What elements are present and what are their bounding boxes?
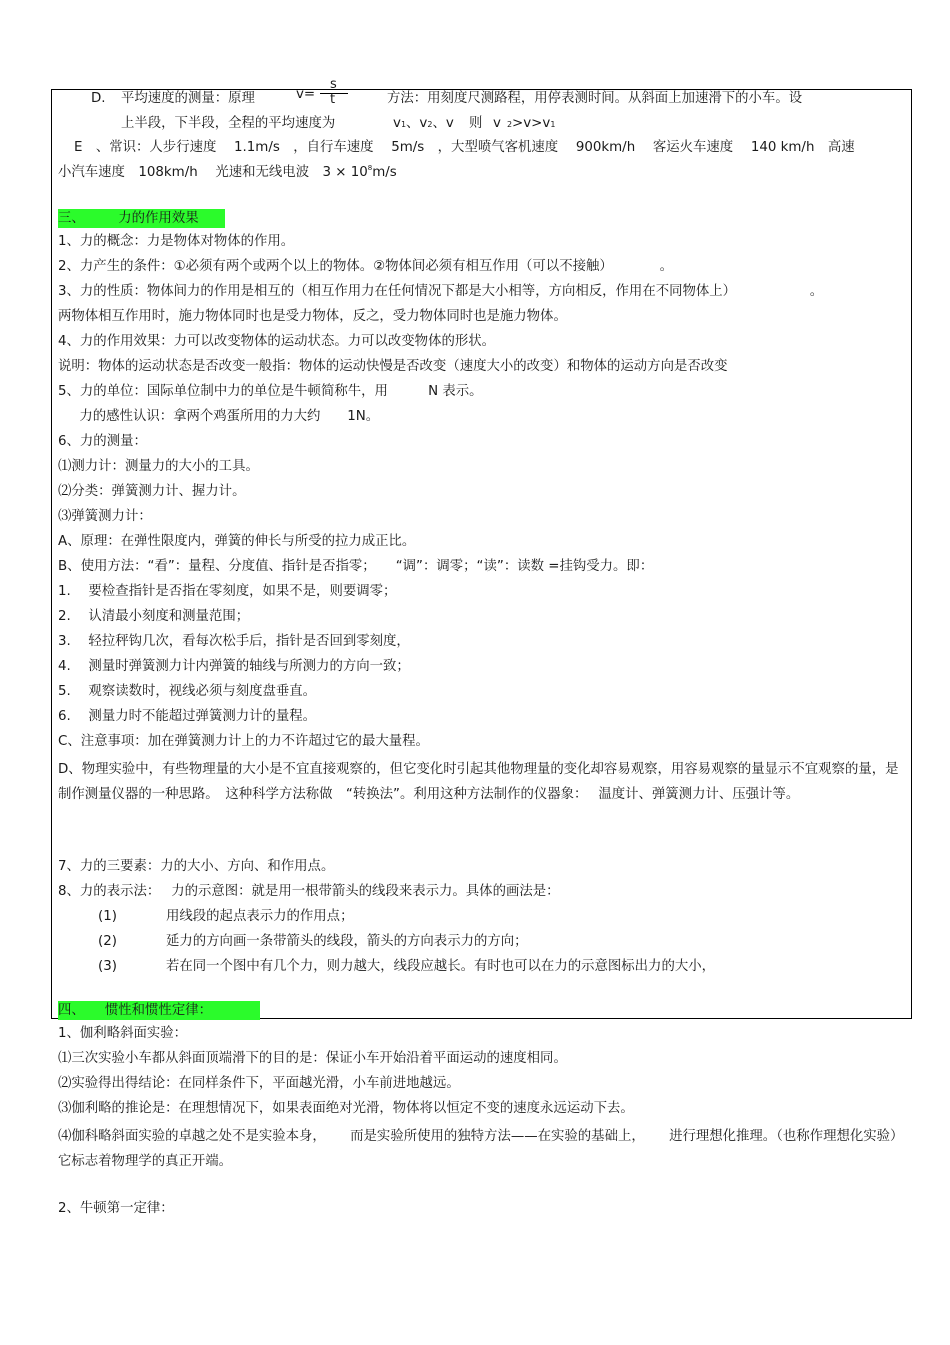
s3-line-14: B、使用方法：“看”：量程、分度值、指针是否指零； “调”：调零；“读”：读数 =挂钩受力。即：: [58, 559, 654, 574]
s3-line-7-three-elements: 7、力的三要素：力的大小、方向、和作用点。: [58, 859, 335, 874]
step-3-text: 若在同一个图中有几个力，则力越大，线段应越长。有时也可以在力的示意图标出力的大小，: [166, 959, 716, 974]
step-2-num: (2): [98, 934, 117, 949]
s4-line-newton: 2、牛顿第一定律：: [58, 1201, 174, 1216]
d-item-segments: 上半段，下半段，全程的平均速度为: [121, 116, 336, 131]
d-item-principle: 平均速度的测量：原理: [121, 91, 255, 106]
step-2-text: 延力的方向画一条带箭头的线段，箭头的方向表示力的方向；: [166, 934, 528, 949]
formula-denominator: t: [330, 92, 336, 107]
s3-line-16: 2. 认清最小刻度和测量范围；: [58, 609, 250, 624]
step-3-num: (3): [98, 959, 117, 974]
s4-paragraph-4: ⑷伽科略斜面实验的卓越之处不是实验本身， 而是实验所使用的独特方法——在实验的基础上， 进行理想化推理。（也称作理想化实验）它标志着物理学的真正开端。: [58, 1129, 904, 1169]
s3-line-7: 5、力的单位：国际单位制中力的单位是牛顿简称牛，用 N 表示。: [58, 384, 483, 399]
e-item-line1: E 、常识：人步行速度 1.1m/s ，自行车速度 5m/s ，大型喷气客机速度 900km/h 客运火车速度 140 km/h 高速: [74, 140, 855, 155]
section4-title: 四、 惯性和惯性定律：: [58, 1003, 212, 1018]
d-item-label: D.: [91, 91, 106, 106]
s3-line-1: 1、力的概念：力是物体对物体的作用。: [58, 234, 295, 249]
d-item-relation: v 2>v>v1: [493, 116, 556, 131]
s3-line-8-representation: 8、力的表示法： 力的示意图：就是用一根带箭头的线段来表示力。具体的画法是：: [58, 884, 560, 899]
s3-line-18: 4. 测量时弹簧测力计内弹簧的轴线与所测力的方向一致；: [58, 659, 410, 674]
s3-line-12: ⑶弹簧测力计：: [58, 509, 152, 524]
s3-line-19: 5. 观察读数时，视线必须与刻度盘垂直。: [58, 684, 317, 699]
s4-line-2: ⑴三次实验小车都从斜面顶端滑下的目的是：保证小车开始沿着平面运动的速度相同。: [58, 1051, 567, 1066]
s4-line-1: 1、伽利略斜面实验：: [58, 1026, 188, 1041]
s3-line-9: 6、力的测量：: [58, 434, 147, 449]
d-item-ze: 则: [469, 116, 483, 131]
s3-d-paragraph: D、物理实验中，有些物理量的大小是不宜直接观察的，但它变化时引起其他物理量的变化却容易观察，用容易观察的量显示不宜观察的量，是制作测量仪器的一种思路。 这种科学方法称做 “转换法”。利用这种方法制作的仪器象： 温度计、弹簧测力计、压强计等。: [58, 762, 899, 802]
s3-line-10: ⑴测力计：测量力的大小的工具。: [58, 459, 259, 474]
step-1-text: 用线段的起点表示力的作用点；: [166, 909, 354, 924]
s3-line-6: 说明：物体的运动状态是否改变一般指：物体的运动快慢是否改变（速度大小的改变）和物体的运动方向是否改变: [58, 359, 728, 374]
s3-line-4: 两物体相互作用时，施力物体同时也是受力物体，反之，受力物体同时也是施力物体。: [58, 309, 567, 324]
s3-line-20: 6. 测量力时不能超过弹簧测力计的量程。: [58, 709, 317, 724]
s4-line-4: ⑶伽利略的推论是：在理想情况下，如果表面绝对光滑，物体将以恒定不变的速度永远运动下去。: [58, 1101, 634, 1116]
s3-line-8: 力的感性认识：拿两个鸡蛋所用的力大约 1N。: [66, 409, 380, 424]
e-item-line2: 小汽车速度 108km/h 光速和无线电波 $3 \times 10^8m/s$: [58, 164, 397, 180]
step-1-num: (1): [98, 909, 117, 924]
s3-line-21: C、注意事项：加在弹簧测力计上的力不许超过它的最大量程。: [58, 734, 429, 749]
s3-line-13: A、原理：在弹性限度内，弹簧的伸长与所受的拉力成正比。: [58, 534, 416, 549]
formula-numerator: s: [330, 77, 337, 92]
s3-line-5: 4、力的作用效果：力可以改变物体的运动状态。力可以改变物体的形状。: [58, 334, 496, 349]
d-item-velocities: v1、v2、v: [393, 116, 454, 131]
formula-lhs: v=: [296, 87, 316, 102]
s3-line-11: ⑵分类：弹簧测力计、握力计。: [58, 484, 246, 499]
s3-line-17: 3. 轻拉秤钩几次，看每次松手后，指针是否回到零刻度，: [58, 634, 410, 649]
d-item-method: 方法：用刻度尺测路程，用停表测时间。从斜面上加速滑下的小车。设: [387, 91, 803, 106]
section3-title: 三、 力的作用效果: [58, 211, 199, 226]
s3-line-2: 2、力产生的条件：①必须有两个或两个以上的物体。②物体间必须有相互作用（可以不接触） 。: [58, 259, 674, 274]
s4-line-3: ⑵实验得出得结论：在同样条件下，平面越光滑，小车前进地越远。: [58, 1076, 460, 1091]
s3-line-3: 3、力的性质：物体间力的作用是相互的（相互作用力在任何情况下都是大小相等，方向相反，作用在不同物体上） 。: [58, 284, 824, 299]
content-frame: [51, 89, 912, 1019]
s3-line-15: 1. 要检查指针是否指在零刻度，如果不是，则要调零；: [58, 584, 397, 599]
